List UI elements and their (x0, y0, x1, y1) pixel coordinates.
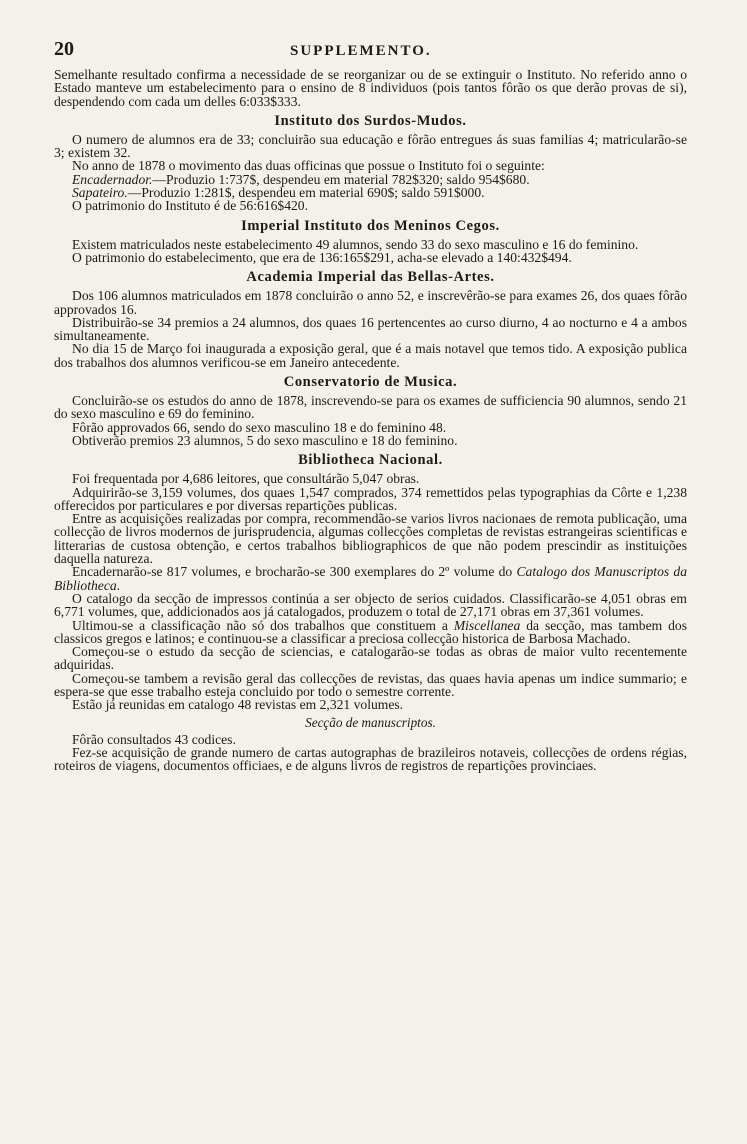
paragraph: Fôrão approvados 66, sendo do sexo masculino 18 e do feminino 48. (72, 419, 447, 435)
intro-paragraph: Semelhante resultado confirma a necessidade de se reorganizar ou de se extinguir o Instituto. No referido anno o Estado manteve um estabelecimento para o ensino de 8 individuos (pois tantos fôrão os que derão provas de si), despendendo com cada um delles 6:033$333. (54, 67, 687, 109)
paragraph: O patrimonio do estabelecimento, que era de 136:165$291, acha-se elevado a 140:432$494. (72, 249, 572, 265)
page-number: 20 (54, 38, 74, 60)
text-run: Encadernarão-se 817 volumes, e brocharão-se 300 exemplares do 2º volume do (72, 564, 517, 580)
page-header (54, 38, 687, 68)
workshop-text: —Produzio 1:281$, despendeu em material 690$; saldo 591$000. (127, 185, 485, 201)
running-head: SUPPLEMENTO. (290, 43, 432, 59)
paragraph: No dia 15 de Março foi inaugurada a exposição geral, que é a mais notavel que temos tido. A exposição publica dos trabalhos dos alumnos verificou-se em Janeiro antecedente. (54, 341, 687, 370)
paragraph: Começou-se tambem a revisão geral das collecções de revistas, das quaes havia apenas um indice summario; e espera-se que esse trabalho esteja concluido por todo o semestre corrente. (54, 670, 687, 699)
paragraph: No anno de 1878 o movimento das duas officinas que possue o Instituto foi o seguinte: (72, 158, 545, 174)
paragraph: Existem matriculados neste estabelecimento 49 alumnos, sendo 33 do sexo masculino e 16 do feminino. (72, 236, 639, 252)
paragraph: Começou-se o estudo da secção de sciencias, e catalogarão-se todas as obras de maior vulto recentemente adquiridas. (54, 644, 687, 673)
paragraph: O numero de alumnos era de 33; concluirão sua educação e fôrão entregues ás suas familias 4; matricularão-se 3; existem 32. (54, 131, 687, 161)
paragraph: Distribuirão-se 34 premios a 24 alumnos, dos quaes 16 pertencentes ao curso diurno, 4 ao nocturno e 4 a ambos simultaneamente. (54, 314, 687, 344)
text-run: . (116, 577, 121, 593)
paragraph: Fez-se acquisição de grande numero de cartas autographas de brazileiros notaveis, collecções de ordens régias, roteiros de viagens, documentos officiaes, e de alguns livros de registros de repartições provinciaes. (54, 744, 687, 774)
text-run: Ultimou-se a classificação não só dos trabalhos que constituem a (72, 617, 454, 633)
workshop-encadernador (54, 173, 687, 186)
section-heading-surdos-mudos: Instituto dos Surdos-Mudos. (274, 112, 467, 129)
page (54, 38, 687, 772)
workshop-text: —Produzio 1:737$, despendeu em material 782$320; saldo 954$680. (152, 171, 530, 187)
text-run: da secção, mas tambem dos classicos gregos e latinos; e continuou-se a classificar a preciosa collecção historica de Barbosa Machado. (54, 617, 688, 646)
paragraph: Entre as acquisições realizadas por compra, recommendão-se varios livros nacionaes de remota publicação, uma collecção de livros modernos de jurisprudencia, algumas collecções completas de revistas estrangeiras scientificas e litterarias de custosa obtenção, e certos trabalhos bibliographicos de que não podem prescindir as instituições daquella natureza. (54, 511, 687, 567)
paragraph (54, 619, 687, 646)
section-heading-meninos-cegos: Imperial Instituto dos Meninos Cegos. (241, 217, 500, 234)
workshop-label: Sapateiro. (72, 185, 128, 201)
workshop-label: Encadernador. (72, 171, 153, 187)
section-heading-conservatorio: Conservatorio de Musica. (283, 374, 458, 391)
workshop-sapateiro (54, 186, 687, 199)
sub-heading-manuscriptos: Secção de manuscriptos. (305, 714, 436, 730)
paragraph (54, 565, 687, 592)
paragraph: O catalogo da secção de impressos continúa a ser objecto de serios cuidados. Classificarão-se 4,051 obras em 6,771 volumes, que, addicionados aos já catalogados, produzem o total de 27,171 obras em 37,361 volumes. (54, 590, 687, 620)
paragraph: Fôrão consultados 43 codices. (72, 731, 236, 747)
paragraph: Adquirirão-se 3,159 volumes, dos quaes 1,547 comprados, 374 remettidos pelas typographias da Côrte e 1,238 offerecidos por particulares e por diversas repartições publicas. (54, 484, 687, 513)
catalogue-title: Catalogo dos Manuscriptos da Bibliotheca (54, 564, 687, 593)
section-heading-bellas-artes: Academia Imperial das Bellas-Artes. (246, 269, 495, 286)
section-heading-bibliotheca: Bibliotheca Nacional. (298, 452, 443, 469)
paragraph: Foi frequentada por 4,686 leitores, que consultárão 5,047 obras. (72, 471, 420, 487)
paragraph: Concluirão-se os estudos do anno de 1878, inscrevendo-se para os exames de sufficiencia 90 alumnos, sendo 21 do sexo masculino e 69 do feminino. (54, 393, 687, 422)
paragraph: Obtiverão premios 23 alumnos, 5 do sexo masculino e 18 do feminino. (72, 432, 458, 448)
miscellanea-title: Miscellanea (453, 617, 521, 633)
paragraph: Estão já reunidas em catalogo 48 revistas em 2,321 volumes. (72, 697, 404, 713)
paragraph: O patrimonio do Instituto é de 56:616$420. (72, 198, 308, 214)
paragraph: Dos 106 alumnos matriculados em 1878 concluirão o anno 52, e inscrevêrão-se para exames 26, dos quaes fôrão approvados 16. (54, 288, 687, 317)
